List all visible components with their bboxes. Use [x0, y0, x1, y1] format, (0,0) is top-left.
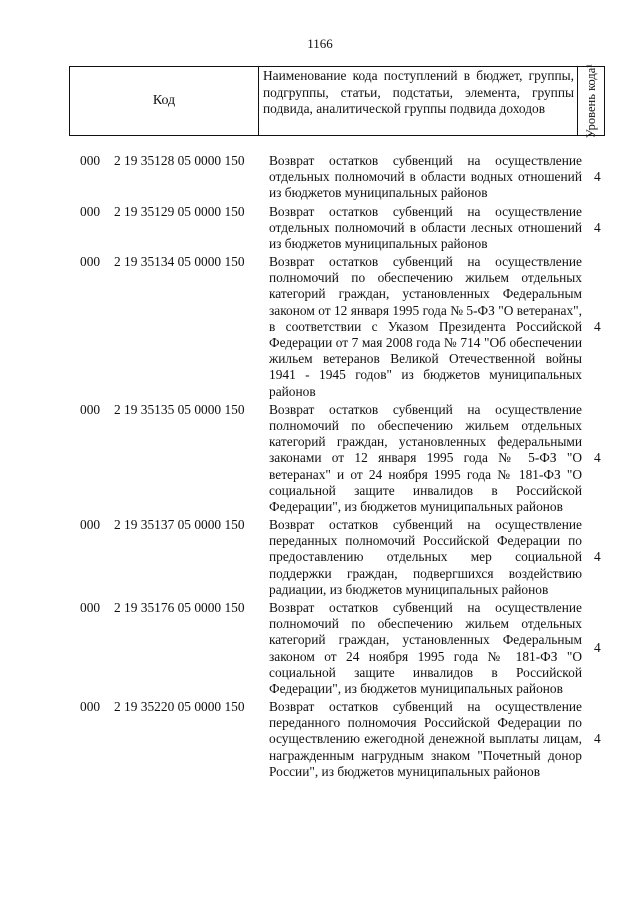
code-level: 4	[594, 219, 601, 235]
revenue-name: Возврат остатков субвенций на осуществление полномочий по обеспечению жильем отдельных категорий граждан, установленных федеральными законами от 12 января 1995 года № 5-ФЗ "О ветеранах" и от 24 ноября 1995 года № 181-ФЗ "О социальной защите инвалидов в Российской Федерации", из бюджетов муниципальных районов	[269, 401, 582, 514]
table-row	[0, 402, 640, 515]
page-number: 1166	[307, 36, 333, 51]
admin-code: 000	[80, 203, 101, 219]
table-row	[0, 517, 640, 598]
header-name: Наименование кода поступлений в бюджет, группы, подгруппы, статьи, подстатьи, элемента, группы подвида, аналитической группы подвида доходов	[259, 67, 578, 135]
admin-code: 000	[80, 401, 101, 417]
revenue-name: Возврат остатков субвенций на осуществление переданного полномочия Российской Федерации по осуществлению ежегодной денежной выплаты лицам, награжденным нагрудным знаком "Почетный донор России", из бюджетов муниципальных районов	[269, 699, 582, 779]
revenue-code: 2 19 35135 05 0000 150	[114, 401, 245, 417]
code-level: 4	[594, 450, 601, 466]
admin-code: 000	[80, 254, 101, 269]
revenue-name: Возврат остатков субвенций на осуществление отдельных полномочий в области водных отношений из бюджетов муниципальных районов	[269, 153, 582, 201]
table-row	[0, 254, 640, 400]
code-level: 4	[594, 169, 601, 185]
table-row	[0, 600, 640, 697]
admin-code: 000	[80, 153, 101, 168]
table-row	[0, 204, 640, 253]
revenue-code: 2 19 35176 05 0000 150	[114, 599, 245, 615]
header-level-label: Уровень кода¹	[584, 63, 598, 139]
revenue-name: Возврат остатков субвенций на осуществление отдельных полномочий в области лесных отношений из бюджетов муниципальных районов	[269, 203, 582, 251]
revenue-code: 2 19 35137 05 0000 150	[114, 517, 245, 533]
revenue-code: 2 19 35220 05 0000 150	[114, 699, 245, 715]
code-level: 4	[594, 318, 601, 334]
header-code: Код	[70, 67, 259, 135]
code-level: 4	[594, 731, 601, 747]
admin-code: 000	[80, 699, 101, 715]
revenue-name: Возврат остатков субвенций на осуществление переданных полномочий Российской Федерации по предоставлению отдельных мер социальной поддержки граждан, подвергшихся воздействию радиации, из бюджетов муниципальных районов	[269, 517, 582, 597]
revenue-name: Возврат остатков субвенций на осуществление полномочий по обеспечению жильем отдельных категорий граждан, установленных Федеральным законом от 12 января 1995 года № 5-ФЗ "О ветеранах", в соответствии с Указом Президента Российской Федерации от 7 мая 2008 года № 714 "Об обеспечении жильем ветеранов Великой Отечественной войны 1941 - 1945 годов" из бюджетов муниципальных районов	[269, 254, 582, 399]
table-row	[0, 699, 640, 780]
header-level	[578, 63, 604, 139]
table-row	[0, 153, 640, 202]
code-level: 4	[594, 549, 601, 565]
admin-code: 000	[80, 517, 101, 533]
revenue-name: Возврат остатков субвенций на осуществление полномочий по обеспечению жильем отдельных категорий граждан, установленных Федеральным законом от 24 ноября 1995 года № 181-ФЗ "О социальной защите инвалидов в Российской Федерации", из бюджетов муниципальных районов	[269, 599, 582, 696]
code-level: 4	[594, 640, 601, 656]
revenue-code: 2 19 35129 05 0000 150	[114, 203, 245, 219]
revenue-code: 2 19 35134 05 0000 150	[114, 254, 245, 269]
revenue-code: 2 19 35128 05 0000 150	[114, 153, 245, 168]
table-header	[69, 63, 605, 139]
table-body	[0, 153, 640, 782]
admin-code: 000	[80, 599, 101, 615]
